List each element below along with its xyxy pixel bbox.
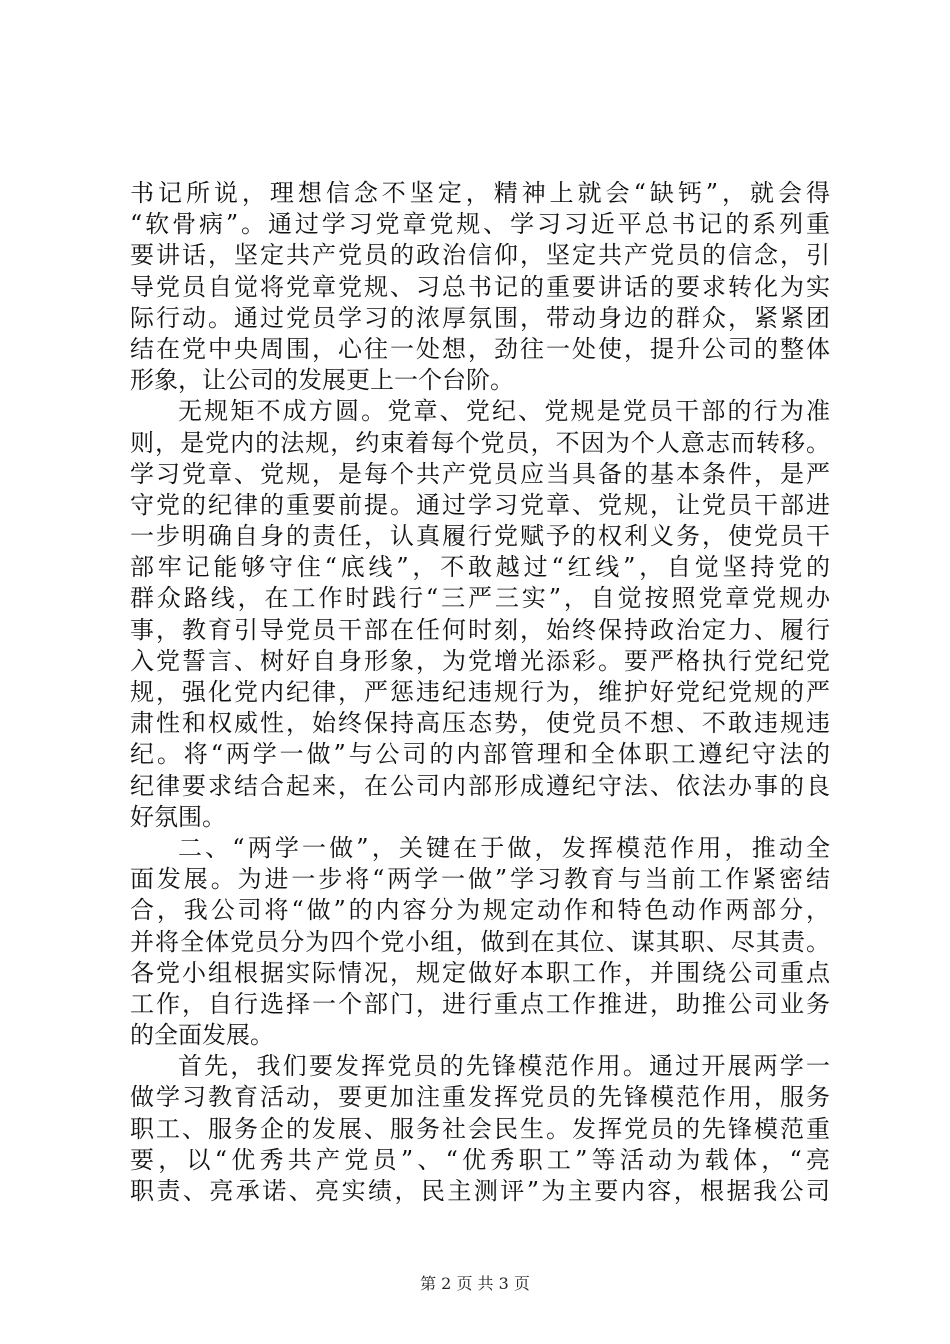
text-line: 守党的纪律的重要前提。通过学习党章、党规，让党员干部进: [130, 490, 830, 519]
text-line: 际行动。通过党员学习的浓厚氛围，带动身边的群众，紧紧团: [130, 303, 830, 332]
text-line: 各党小组根据实际情况，规定做好本职工作，并围绕公司重点: [130, 958, 830, 987]
paragraph-1: [130, 178, 830, 396]
text-line: 职工、服务企的发展、服务社会民生。发挥党员的先锋模范重: [130, 1114, 830, 1143]
page-number-footer: 第 2 页 共 3 页: [420, 1274, 530, 1293]
text-line: 部牢记能够守住“底线”，不敢越过“红线”，自觉坚持党的: [130, 553, 830, 582]
text-line: 做学习教育活动，要更加注重发挥党员的先锋模范作用，服务: [130, 1083, 830, 1112]
text-line: 纪。将“两学一做”与公司的内部管理和全体职工遵纪守法的: [130, 740, 830, 769]
text-line: 书记所说，理想信念不坚定，精神上就会“缺钙”，就会得: [130, 179, 830, 207]
paragraph-3: [130, 833, 830, 1051]
text-line: 二、“两学一做”，关键在于做，发挥模范作用，推动全: [178, 833, 830, 862]
text-line: 一步明确自身的责任，认真履行党赋予的权利义务，使党员干: [130, 522, 830, 551]
text-line: 要讲话，坚定共产党员的政治信仰，坚定共产党员的信念，引: [130, 241, 830, 270]
text-line: 导党员自觉将党章党规、习总书记的重要讲话的要求转化为实: [130, 272, 830, 301]
text-line: 事，教育引导党员干部在任何时刻，始终保持政治定力、履行: [130, 615, 830, 644]
text-line: 合，我公司将“做”的内容分为规定动作和特色动作两部分，: [130, 896, 830, 925]
text-line: 形象，让公司的发展更上一个台阶。: [130, 366, 514, 395]
text-line: 学习党章、党规，是每个共产党员应当具备的基本条件，是严: [130, 459, 830, 488]
text-line: 规，强化党内纪律，严惩违纪违规行为，维护好党纪党规的严: [130, 678, 830, 706]
paragraph-4: [130, 1051, 830, 1207]
body-text: [130, 178, 830, 1207]
text-line: 要，以“优秀共产党员”、“优秀职工”等活动为载体，“亮: [130, 1145, 830, 1174]
text-line: 肃性和权威性，始终保持高压态势，使党员不想、不敢违规违: [130, 709, 830, 738]
text-line: 工作，自行选择一个部门，进行重点工作推进，助推公司业务: [130, 989, 830, 1018]
text-line: 并将全体党员分为四个党小组，做到在其位、谋其职、尽其责。: [130, 927, 830, 956]
text-line: 职责、亮承诺、亮实绩，民主测评”为主要内容，根据我公司: [130, 1177, 830, 1205]
text-line: 好氛围。: [130, 802, 226, 831]
text-line: “软骨病”。通过学习党章党规、学习习近平总书记的系列重: [130, 210, 830, 239]
text-line: 入党誓言、树好自身形象，为党增光添彩。要严格执行党纪党: [130, 646, 830, 675]
text-line: 无规矩不成方圆。党章、党纪、党规是党员干部的行为准: [178, 397, 830, 426]
text-line: 群众路线，在工作时践行“三严三实”，自觉按照党章党规办: [130, 584, 830, 613]
text-line: 首先，我们要发挥党员的先锋模范作用。通过开展两学一: [178, 1052, 830, 1081]
paragraph-2: [130, 396, 830, 833]
text-line: 结在党中央周围，心往一处想，劲往一处使，提升公司的整体: [130, 334, 830, 363]
text-line: 面发展。为进一步将“两学一做”学习教育与当前工作紧密结: [130, 865, 830, 894]
text-line: 则，是党内的法规，约束着每个党员，不因为个人意志而转移。: [130, 428, 830, 457]
text-line: 纪律要求结合起来，在公司内部形成遵纪守法、依法办事的良: [130, 771, 830, 800]
text-line: 的全面发展。: [130, 1021, 274, 1050]
